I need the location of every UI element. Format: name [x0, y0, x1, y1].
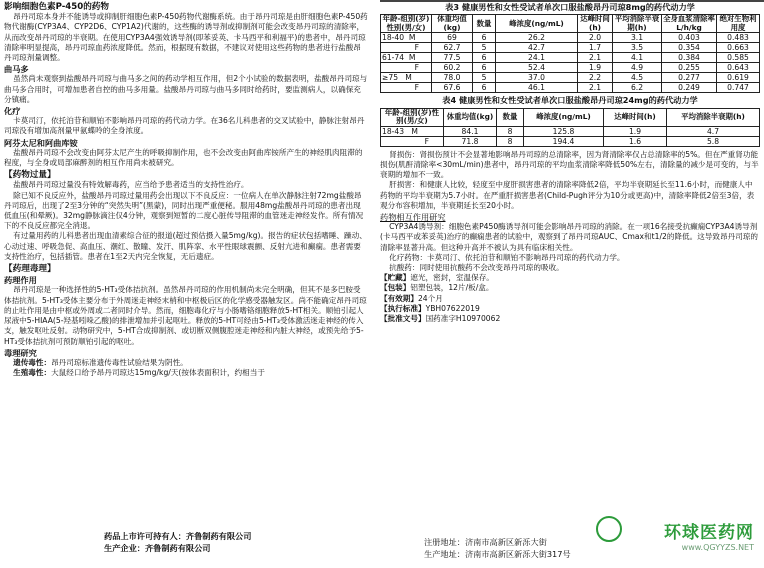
table3-cl: 0.255	[662, 63, 717, 73]
holder-line	[104, 531, 251, 542]
table3-weight: 62.7	[432, 43, 473, 53]
table4-header: 数量	[497, 108, 524, 126]
storage-text: 遮光，密封，室温保存。	[410, 273, 494, 283]
validity-line	[380, 294, 760, 304]
table4-thalf: 4.7	[667, 126, 760, 136]
table3-thalf: 6.2	[613, 83, 662, 93]
table3-sex: F	[381, 83, 432, 93]
para-p450: 昂丹司琼本身并不能诱导或抑制肝细胞色素P-450药物代谢酶系统。由于昂丹司琼是由肝细胞色素P-450药物代谢酶(CYP3A4、CYP2D6、CYP1A2)代谢的，这些酶的诱导剂或抑制剂可能会改变昂丹司琼的清除率，从而改变昂丹司琼的半衰期。在使用CYP3A4强效诱导剂(即苯妥英、卡马西平和利福平)的患者中，昂丹司琼清除率明显提高，昂丹司琼血药浓度降低。然而，根据现有数据，不建议对使用这些药物的患者进行盐酸昂丹司琼剂量调整。	[4, 12, 368, 63]
table4-header: 年龄-组别(岁)性别(男/女)	[381, 108, 444, 126]
table-row	[381, 63, 760, 73]
table3-n: 6	[473, 83, 496, 93]
product-info	[380, 273, 760, 324]
para-overdose-3: 有过量用药的儿科患者出现血清素综合征的报道(超过预估摄入量5mg/kg)。报告的症状包括嗜睡、躁动、心动过速、呼吸急促、高血压、潮红、散瞳、发汗、肌阵挛、水平性眼球震颤、反射亢进和癫痫。患者需要支持性治疗，包括插管。患者在1至2天内完全恢复，无后遗症。	[4, 231, 367, 261]
standard-label: 【执行标准】	[380, 303, 426, 313]
heading-tramadol: 曲马多	[4, 64, 29, 75]
table3-cmax: 24.1	[496, 53, 578, 63]
maker-address-label: 生产地址：	[424, 549, 465, 559]
heading-alfentanil: 阿芬太尼和阿曲库铵	[4, 137, 78, 148]
genotox-text: 昂丹司琼标准遗传毒性试验结果为阴性。	[51, 357, 188, 367]
heading-interaction: 药物相互作用研究	[380, 212, 446, 222]
table3-cell-age-sex	[381, 53, 432, 63]
table3-cl: 0.403	[662, 33, 717, 43]
table3-tmax: 2.1	[578, 53, 613, 63]
table-row	[381, 43, 760, 53]
maker-address: 济南市高新区新泺大街317号	[464, 549, 571, 559]
table3-tmax: 1.9	[578, 63, 613, 73]
left-column	[4, 0, 368, 378]
table3-header: 数量	[473, 15, 496, 33]
watermark	[664, 518, 754, 552]
table4-caption: 表4 健康男性和女性受试者单次口服盐酸昂丹司琼24mg的药代动力学	[442, 95, 698, 106]
table3-thalf: 3.5	[613, 43, 662, 53]
maker-name: 齐鲁制药有限公司	[144, 543, 211, 553]
para-repro	[4, 368, 368, 378]
table4-cmax: 125.8	[524, 126, 604, 136]
table3-n: 6	[473, 53, 496, 63]
table3-header: 峰浓度(ng/mL)	[496, 15, 578, 33]
para-hepatic: 肝损害：和健康人比较，轻度至中度肝损害患者的清除率降低2倍，平均半衰期延长至11.6小时，而健康人中药物的平均半衰期为5.7小时。在严重肝损害患者(Child-Pugh评分为10分或更高)中，清除率降低2倍至3倍，表观分布容积增加，半衰期延长至20小时。	[380, 180, 755, 210]
holder-address-line	[424, 537, 547, 548]
table3-cmax: 42.7	[496, 43, 578, 53]
table3-cl: 0.354	[662, 43, 717, 53]
table4-header: 体重均值(kg)	[444, 108, 497, 126]
table3-ba: 0.483	[717, 33, 760, 43]
table4-tmax: 1.6	[604, 136, 667, 146]
table-row	[381, 73, 760, 83]
table-row	[381, 136, 760, 146]
table3-age: 18-40	[382, 33, 405, 43]
para-overdose-2: 除已知不良反应外，盐酸昂丹司琼过量用药会出现以下不良反应：一位病人在单次静脉注射72mg盐酸昂丹司琼后，出现了2至3分钟的“突然失明”(黑蒙)，同时出现严重便秘。服用48mg盐酸昂丹司琼的患者出现低血压(和晕厥)。32mg静脉滴注仅4分钟，观察到短暂的二度心脏传导阻滞的血管迷走神经发作。所有情况下的不良反应都完全消退。	[4, 190, 364, 231]
table3-ba: 0.585	[717, 53, 760, 63]
table3-n: 6	[473, 33, 496, 43]
table4-thalf: 5.8	[667, 136, 760, 146]
table-row	[381, 33, 760, 43]
table3-weight: 67.6	[432, 83, 473, 93]
table3-cell-age-sex	[381, 73, 432, 83]
table4-n: 8	[497, 136, 524, 146]
holder-label: 药品上市许可持有人：	[104, 531, 186, 541]
para-renal: 肾损伤：肾损伤预计不会显著地影响昂丹司琼的总清除率，因为肾清除率仅占总清除率的5%。但在严重肾功能损伤(肌酐清除率<30mL/min)患者中，昂丹司琼的平均血浆清除率降低50%左右，清除量的减少是可变的，与半衰期的增加不一致。	[380, 149, 759, 180]
maker-address-line	[424, 549, 571, 560]
para-genotox	[4, 358, 368, 368]
table4-header: 平均消除半衰期(h)	[667, 108, 760, 126]
para-antacid: 抗酸药：同时使用抗酸药不会改变昂丹司琼的吸收。	[389, 263, 564, 273]
table3-sex: F	[381, 43, 432, 53]
table3-tmax: 2.0	[578, 33, 613, 43]
table4-n: 8	[497, 126, 524, 136]
table3-ba: 0.663	[717, 43, 760, 53]
heading-chemo: 化疗	[4, 106, 21, 117]
validity-label: 【有效期】	[380, 293, 418, 303]
table4-cmax: 194.4	[524, 136, 604, 146]
approval-line	[380, 314, 760, 324]
package-text: 铝塑包装，12片/板/盒。	[410, 283, 494, 293]
table3-cmax: 37.0	[496, 73, 578, 83]
heading-toxicology: 【药理毒理】	[4, 264, 56, 275]
storage-line	[380, 273, 760, 283]
table3-n: 6	[473, 63, 496, 73]
table4-header: 峰浓度(ng/mL)	[524, 108, 604, 126]
table3-age: 61-74	[382, 53, 405, 63]
table3-n: 5	[473, 73, 496, 83]
approval-text: 国药准字H10970062	[425, 314, 501, 324]
table3-thalf: 4.1	[613, 53, 662, 63]
approval-label: 【批准文号】	[380, 314, 426, 324]
standard-text: YBH07622019	[425, 303, 480, 313]
table4-weight: 71.8	[444, 136, 497, 146]
table3-ba: 0.643	[717, 63, 760, 73]
watermark-title: 环球医药网	[664, 523, 754, 543]
table-row	[381, 83, 760, 93]
table3-cl: 0.277	[662, 73, 717, 83]
table3-n: 5	[473, 43, 496, 53]
table3-sex: M	[408, 33, 416, 43]
table3-cmax: 46.1	[496, 83, 578, 93]
para-chemo-drugs: 化疗药物：卡莫司汀、依托泊苷和顺铂不影响昂丹司琼的药代动力学。	[389, 252, 625, 262]
table4-cell-age-sex	[381, 126, 444, 136]
heading-p450: 影响细胞色素P-450的药物	[4, 2, 109, 12]
para-alfentanil: 盐酸昂丹司琼不会改变由阿芬太尼产生的呼吸抑制作用，也不会改变由阿曲库铵所产生的神经肌肉阻滞的程度，与全身或局部麻醉剂的相互作用尚未被研究。	[4, 147, 363, 168]
table3-cmax: 52.4	[496, 63, 578, 73]
maker-line	[104, 543, 210, 554]
repro-label: 生殖毒性：	[13, 368, 52, 378]
table3-weight: 60.2	[432, 63, 473, 73]
para-tramadol: 虽然尚未观察到盐酸昂丹司琼与曲马多之间的药动学相互作用，但2个小试验的数据表明，盐酸昂丹司琼与曲马多合用时，可增加患者自控的曲马多用量。盐酸昂丹司琼与曲马多同时给药时，要监测病人，以确保充分镇痛。	[4, 74, 368, 104]
holder-address: 济南市高新区新泺大街	[464, 537, 547, 547]
table3-weight: 77.5	[432, 53, 473, 63]
table3-cl: 0.249	[662, 83, 717, 93]
right-column	[380, 0, 760, 324]
table3-caption: 表3 健康男性和女性受试者单次口服盐酸昂丹司琼8mg的药代动力学	[445, 2, 695, 12]
package-line	[380, 283, 760, 293]
table3-header: 平均消除半衰期(h)	[613, 15, 662, 33]
table3-header: 年龄-组别(岁)性别(男/女)	[381, 15, 432, 33]
table3-weight: 69	[432, 33, 473, 43]
table-row	[381, 53, 760, 63]
heading-tox-study: 毒理研究	[4, 347, 37, 358]
standard-line	[380, 304, 760, 314]
table4-tmax: 1.9	[604, 126, 667, 136]
table4-header-row	[381, 108, 760, 126]
table3-header: 体重均值(kg)	[432, 15, 473, 33]
table3	[380, 14, 760, 93]
holder-name: 齐鲁制药有限公司	[185, 531, 252, 541]
table3-header: 绝对生物利用度	[717, 15, 760, 33]
heading-pharmacology: 药理作用	[4, 275, 37, 286]
table3-header-row	[381, 15, 760, 33]
table-row	[381, 126, 760, 136]
table4-sex: F	[381, 136, 444, 146]
table3-weight: 78.0	[432, 73, 473, 83]
table3-ba: 0.619	[717, 73, 760, 83]
table3-tmax: 2.2	[578, 73, 613, 83]
table3-thalf: 4.9	[613, 63, 662, 73]
table3-cl: 0.384	[662, 53, 717, 63]
table4	[380, 108, 760, 147]
table4-weight: 84.1	[444, 126, 497, 136]
table4-header: 达峰时间(h)	[604, 108, 667, 126]
para-pharmacology: 昂丹司琼是一种选择性的5-HT₃受体拮抗剂。虽然昂丹司琼的作用机制尚未完全明确，但其不是多巴胺受体拮抗剂。5-HT₃受体主要分布于外周迷走神经末梢和中枢极后区的化学感受器触发区。尚不能确定昂丹司琼的止吐作用是由中枢或外周或二者同时介导。然而，细胞毒化疗与小肠嗜铬细胞释放5-HT相关。顺铂引起人尿液中5-HIAA(5-羟基吲哚乙酸)的排泄增加并引起呕吐。释放的5-HT可经由5-HT₃受体激活迷走神经的传入支，触发呕吐反射。动物研究中，5-HT合成抑制剂、或切断双侧腹腔迷走神经和内脏大神经，或预先给予5-HT₃受体拮抗剂可预防顺铂引起的呕吐。	[4, 285, 367, 346]
para-overdose-1: 盐酸昂丹司琼过量没有特效解毒药，应当给予患者适当的支持性治疗。	[13, 180, 249, 190]
table3-tmax: 1.7	[578, 43, 613, 53]
table3-sex: M	[405, 73, 412, 83]
table3-tmax: 2.1	[578, 83, 613, 93]
table3-thalf: 3.1	[613, 33, 662, 43]
table4-age: 18-43	[382, 126, 405, 136]
genotox-label: 遗传毒性：	[13, 357, 52, 367]
table3-cmax: 26.2	[496, 33, 578, 43]
heading-overdose: 【药物过量】	[4, 170, 56, 181]
validity-text: 24个月	[417, 293, 443, 303]
table3-thalf: 4.5	[613, 73, 662, 83]
table3-header: 达峰时间(h)	[578, 15, 613, 33]
table3-sex: F	[381, 63, 432, 73]
para-cyp: CYP3A4诱导剂：细胞色素P450酶诱导剂可能会影响昂丹司琼的消除。在一项16名接受抗癫痫CYP3A4诱导剂(卡马西平或苯妥英)治疗的癫痫患者的试验中，观察到了昂丹司琼AUC、Cmax和t1/2的降低。这导致昂丹司琼的清除率显著升高。但这种升高并不被认为具有临床相关性。	[380, 222, 758, 252]
table3-header: 全身血浆清除率L/h/kg	[663, 14, 715, 32]
table3-sex: M	[408, 53, 416, 63]
repro-text: 大鼠经口给予昂丹司琼达15mg/kg/天(按体表面积计，约相当于	[51, 368, 265, 378]
storage-label: 【贮藏】	[380, 273, 411, 283]
watermark-url: www.QGYYZS.NET	[681, 543, 754, 552]
table3-cell-age-sex	[381, 33, 432, 43]
table4-sex: M	[411, 126, 418, 136]
maker-label: 生产企业：	[104, 543, 145, 553]
holder-address-label: 注册地址：	[424, 537, 465, 547]
table3-age: ≥75	[382, 73, 399, 83]
table3-ba: 0.747	[717, 83, 760, 93]
package-label: 【包装】	[380, 283, 411, 293]
para-chemo: 卡莫司汀，依托泊苷和顺铂不影响昂丹司琼的药代动力学。在36名儿科患者的交叉试验中，静脉注射昂丹司琼没有增加高剂量甲氨蝶呤的全身浓度。	[4, 116, 365, 136]
watermark-logo-icon	[596, 516, 622, 542]
